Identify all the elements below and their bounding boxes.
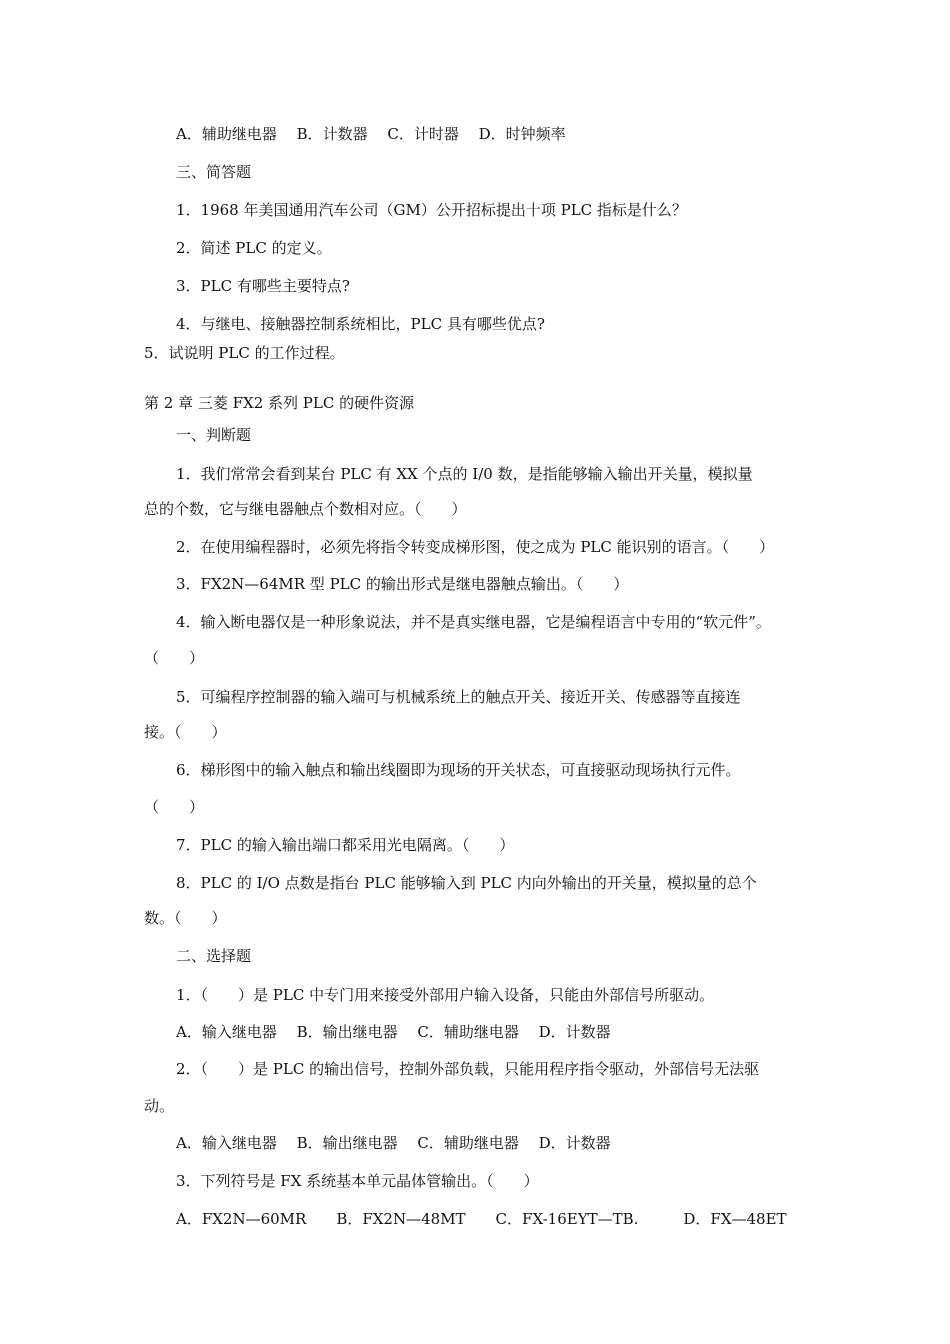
- true-false-q1-line1: 1．我们常常会看到某台 PLC 有 XX 个点的 I/0 数，是指能够输入输出开关量，模拟量: [176, 465, 753, 483]
- true-false-q8-line2: 数。（ ）: [144, 909, 227, 927]
- short-answer-q3: 3．PLC 有哪些主要特点?: [176, 277, 350, 295]
- short-answer-q5: 5．试说明 PLC 的工作过程。: [144, 344, 345, 362]
- choice-q1: 1．（ ）是 PLC 中专门用来接受外部用户输入设备，只能由外部信号所驱动。: [176, 986, 715, 1004]
- choice-q3-options: A．FX2N—60MR B．FX2N—48MT C．FX-16EYT—TB. D．FX—48ET: [176, 1210, 787, 1228]
- true-false-q5-line2: 接。（ ）: [144, 723, 227, 741]
- chapter-title: 第 2 章 三菱 FX2 系列 PLC 的硬件资源: [144, 394, 415, 412]
- true-false-q5-line1: 5．可编程序控制器的输入端可与机械系统上的触点开关、接近开关、传感器等直接连: [176, 688, 741, 706]
- section-heading-short-answer: 三、简答题: [176, 163, 252, 181]
- short-answer-q4: 4．与继电、接触器控制系统相比，PLC 具有哪些优点?: [176, 315, 545, 333]
- true-false-q3: 3．FX2N—64MR 型 PLC 的输出形式是继电器触点输出。（ ）: [176, 575, 629, 593]
- choice-q1-options: A．输入继电器 B．输出继电器 C．辅助继电器 D．计数器: [176, 1023, 611, 1041]
- true-false-q4-line2: （ ）: [144, 649, 205, 667]
- short-answer-q2: 2．简述 PLC 的定义。: [176, 239, 332, 257]
- section-heading-multiple-choice: 二、选择题: [176, 947, 252, 965]
- short-answer-q1: 1．1968 年美国通用汽车公司（GM）公开招标提出十项 PLC 指标是什么？: [176, 201, 687, 219]
- true-false-q8-line1: 8．PLC 的 I/O 点数是指台 PLC 能够输入到 PLC 内向外输出的开关量，模拟量的总个: [176, 874, 757, 892]
- true-false-q4-line1: 4．输入断电器仅是一种形象说法，并不是真实继电器，它是编程语言中专用的“软元件”。: [176, 613, 771, 631]
- section-heading-true-false: 一、判断题: [176, 426, 252, 444]
- choice-q3: 3．下列符号是 FX 系统基本单元晶体管输出。（ ）: [176, 1172, 539, 1190]
- true-false-q1-line2: 总的个数，它与继电器触点个数相对应。（ ）: [144, 500, 467, 518]
- choice-options-prev: A．辅助继电器 B．计数器 C．计时器 D．时钟频率: [176, 125, 566, 143]
- choice-q2-line1: 2．（ ）是 PLC 的输出信号，控制外部负载，只能用程序指令驱动，外部信号无法驱: [176, 1060, 760, 1078]
- choice-q2-options: A．输入继电器 B．输出继电器 C．辅助继电器 D．计数器: [176, 1134, 611, 1152]
- true-false-q2: 2．在使用编程器时，必须先将指令转变成梯形图，使之成为 PLC 能识别的语言。（ ）: [176, 538, 775, 556]
- choice-q2-line2: 动。: [144, 1097, 175, 1115]
- true-false-q7: 7．PLC 的输入输出端口都采用光电隔离。（ ）: [176, 836, 515, 854]
- true-false-q6-line1: 6．梯形图中的输入触点和输出线圈即为现场的开关状态，可直接驱动现场执行元件。: [176, 761, 741, 779]
- true-false-q6-line2: （ ）: [144, 798, 205, 816]
